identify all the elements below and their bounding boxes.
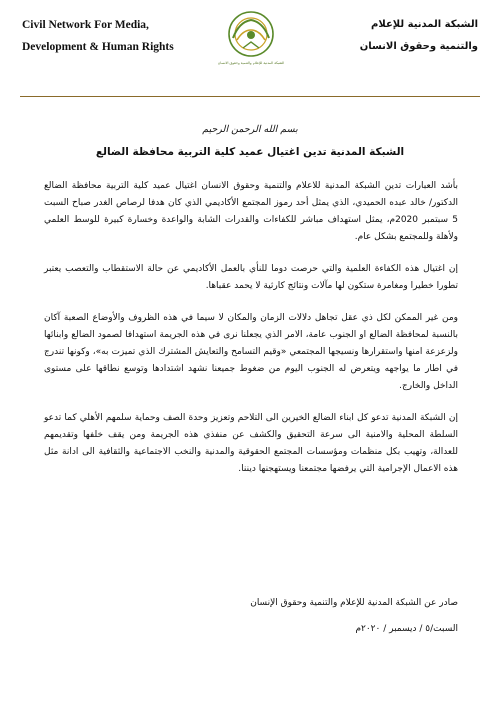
org-logo bbox=[210, 8, 292, 65]
paragraph-2: إن اغتيال هذه الكفاءة العلمية والتي حرصت دوما للنأي بالعمل الأكاديمي عن حالة الاستقطاب والتعصب يعتبر تطورا خطيرا ومغامرة ستكون لها مآلات ونتائج كارثية لا يحمد عقباها. bbox=[44, 264, 458, 291]
paragraph-3: ومن غير الممكن لكل ذي عقل تجاهل دلالات الزمان والمكان لا سيما في هذه الظروف والأوضاع الصعبة آكان بالنسبة لمحافظة الضالع او الجنوب عامة، الامر الذي يجعلنا نرى في هذه الجريمة استهدافا لصمود الضالع وابنائها ولزعزعة امنها واستقرارها ونسيجها المجتمعي «وقيم التسامح والتعايش المشترك الذي تميزت به»، وكونها تندرج في اطار ما يواجهه ويتعرض له الجنوب اليوم من ضغوط جميعنا نشهد اشتدادها وتوسع نطاقها على مستوى الداخل والخارج. bbox=[44, 313, 458, 391]
issued-by: صادر عن الشبكة المدنية للإعلام والتنمية وحقوق الإنسان bbox=[250, 598, 458, 608]
org-name-arabic bbox=[360, 14, 478, 58]
org-name-arabic-line1: الشبكة المدنية للإعلام bbox=[371, 19, 478, 30]
issue-date: السبت/٥ / ديسمبر / ٢٠٢٠م bbox=[355, 624, 458, 634]
letterhead bbox=[0, 0, 500, 100]
org-name-english bbox=[22, 14, 174, 58]
header-divider bbox=[20, 96, 480, 97]
basmala: بسم الله الرحمن الرحيم bbox=[202, 124, 298, 135]
paragraph-1: بأشد العبارات تدين الشبكة المدنية للاعلام والتنمية وحقوق الانسان اغتيال عميد كلية التربية محافظة الضالع الدكتور/ خالد عبده الحميدي، الذي يمثل أحد رموز المجتمع الأكاديمي الذي كان هدفا لرصاص الغدر صباح السبت 5 سبتمبر 2020م، يمثل استهداف مباشر للكفاءات والقدرات الشابة والواعدة وخسارة كبيرة للوسط العلمي ولأهلة وللمجتمع بشكل عام. bbox=[44, 181, 458, 242]
org-name-english-line1: Civil Network For Media, bbox=[22, 19, 149, 31]
org-name-english-line2: Development & Human Rights bbox=[22, 41, 174, 53]
letter-title: الشبكة المدنية تدين اغتيال عميد كلية التربية محافظة الضالع bbox=[95, 146, 405, 158]
logo-caption: الشبكة المدنية للإعلام والتنمية وحقوق الانسان bbox=[217, 61, 285, 65]
paragraph-4: إن الشبكة المدنية تدعو كل ابناء الضالع الخيرين الى التلاحم وتعزيز وحدة الصف وحماية سلمهم الأهلي كما تدعو السلطة المحلية والامنية الى سرعة التحقيق والكشف عن منفذي هذه الجريمة ومن يقف خلفها وتقديمهم للعدالة، وتهيب بكل منظمات ومؤسسات المجتمع الحقوقية والمدنية والنخب الاجتماعية والثقافية الى ادانة مثل هذه الاعمال الإجرامية التي يرفضها مجتمعنا ويستهجنها ديننا. bbox=[44, 413, 458, 474]
emblem-icon bbox=[223, 8, 279, 60]
letter-body bbox=[44, 178, 458, 493]
org-name-arabic-line2: والتنمية وحقوق الانسان bbox=[359, 41, 478, 52]
